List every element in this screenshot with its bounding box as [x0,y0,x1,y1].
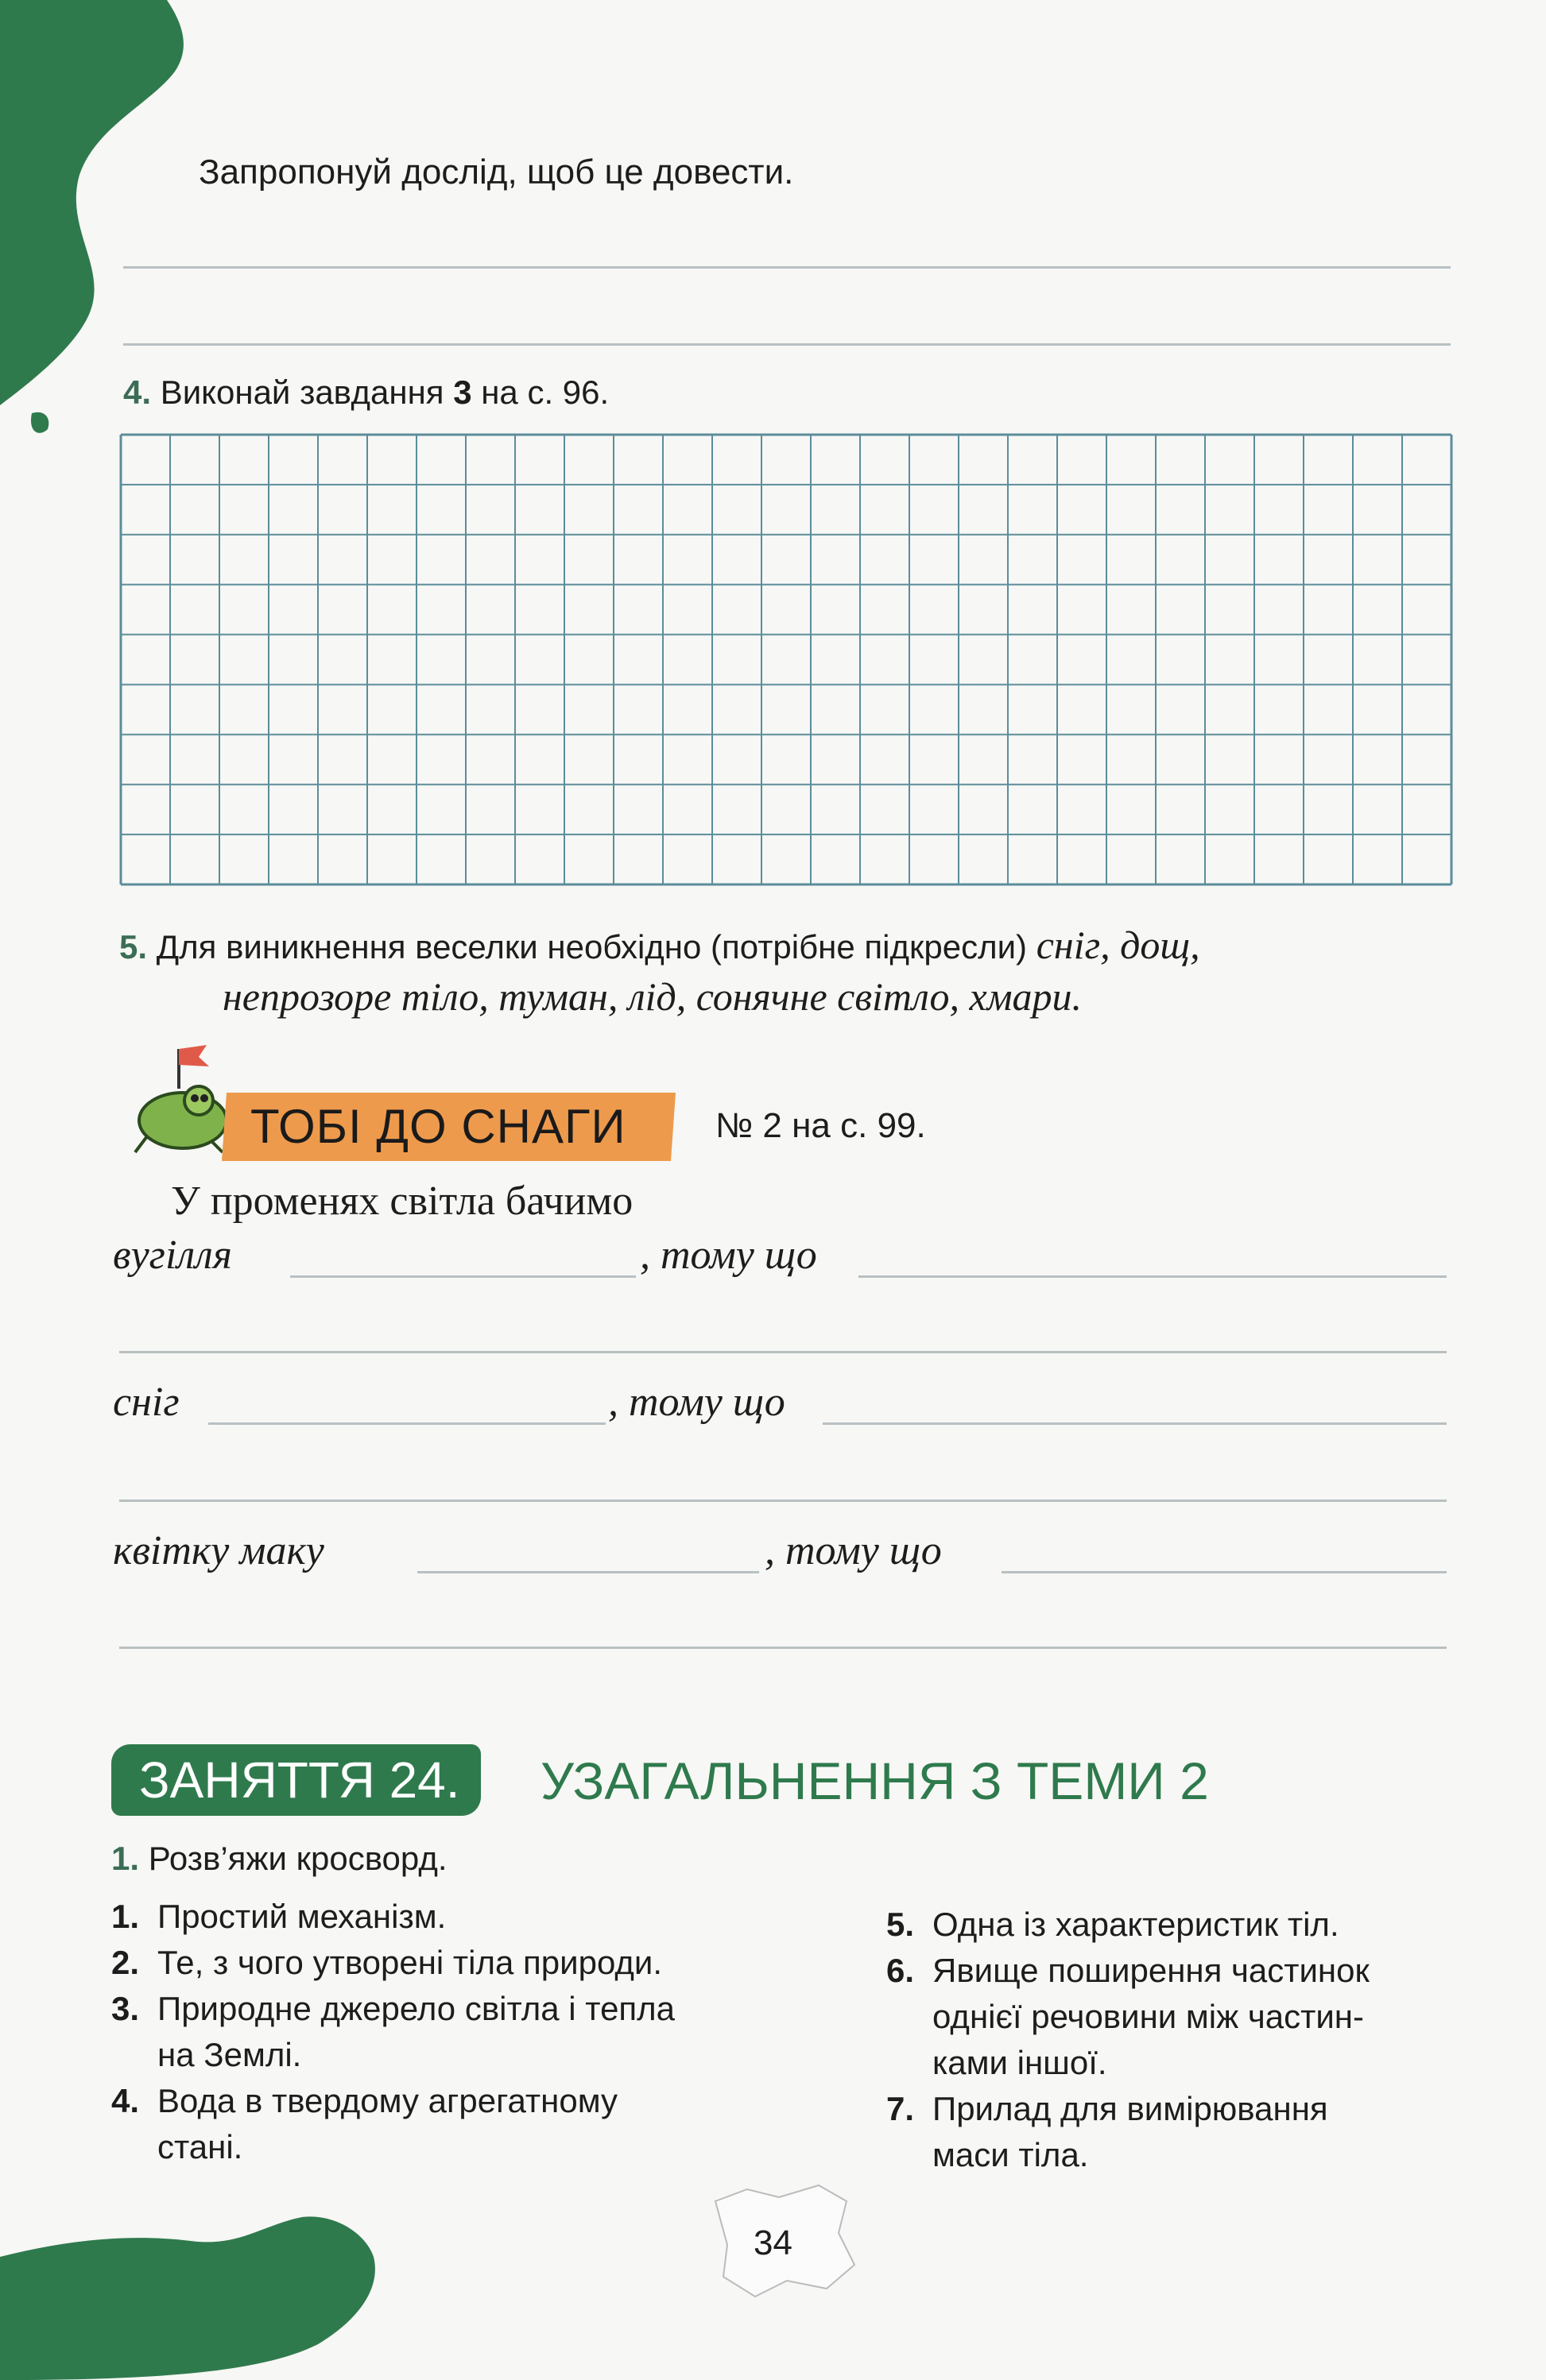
answer-line[interactable] [123,266,1451,269]
banner-label: ТОБІ ДО СНАГИ [250,1100,626,1153]
task-4 [123,373,609,412]
clue-number: 1. [111,1898,140,1935]
answer-line[interactable] [858,1275,1447,1278]
clue-text: Прилад для вимірювання маси тіла. [932,2090,1328,2173]
green-blob-bottom-left [0,2209,413,2380]
task-bold: 3 [453,373,472,411]
answer-line[interactable] [290,1275,636,1278]
clue-item [111,1986,827,2078]
clue-number: 2. [111,1944,140,1981]
rays-item-word: вугілля [113,1233,232,1278]
clue-text: Одна із характеристик тіл. [932,1906,1339,1943]
intro-text: Запропонуй дослід, щоб це довести. [199,153,794,192]
because-text: , тому що [608,1380,785,1425]
answer-line[interactable] [123,343,1451,346]
task-5 [119,922,1200,968]
clue-item [886,2086,1459,2178]
answer-grid[interactable] [119,433,1453,886]
clue-text: Явище поширення частинок однієї речовини між частин- ками іншої. [932,1952,1370,2081]
page-number: 34 [754,2223,792,2262]
clue-text: Простий механізм. [157,1898,447,1935]
clue-item [111,1894,827,1940]
answer-line[interactable] [208,1422,606,1425]
because-text: , тому що [640,1233,817,1278]
clue-text: Вода в твердому агрегатному стані. [157,2082,618,2165]
rays-item-word: сніг [113,1380,180,1425]
rays-item-word: квітку маку [113,1528,324,1573]
answer-line[interactable] [417,1571,759,1573]
task-number: 1. [111,1840,140,1877]
task-text: Виконай завдання [160,373,454,411]
answer-line[interactable] [119,1500,1447,1502]
clues-right [886,1902,1459,2178]
clue-number: 5. [886,1906,915,1943]
clue-item [111,1940,827,1986]
task-text-post: на с. 96. [471,373,610,411]
task-number: 5. [119,928,148,966]
options-line-2[interactable]: непрозоре тіло, туман, лід, сонячне світло, хмари. [223,974,1083,1019]
clue-item [886,1902,1459,1948]
rays-heading: У променях світла бачимо [171,1178,634,1224]
task-text: Розв’яжи кросворд. [148,1840,448,1877]
options-line-1[interactable]: сніг, дощ, [1036,923,1200,967]
answer-line[interactable] [119,1351,1447,1353]
lesson-title: УЗАГАЛЬНЕННЯ З ТЕМИ 2 [541,1751,1209,1810]
clue-number: 7. [886,2090,915,2127]
answer-line[interactable] [1002,1571,1447,1573]
clue-text: Те, з чого утворені тіла природи. [157,1944,663,1981]
because-text: , тому що [765,1528,942,1573]
clue-number: 4. [111,2082,140,2119]
clue-item [111,2078,827,2170]
clues-left [111,1894,827,2170]
lesson-badge: ЗАНЯТТЯ 24. [139,1751,460,1809]
task-number: 4. [123,373,152,411]
clue-number: 6. [886,1952,915,1989]
task-text: Для виникнення веселки необхідно (потрібне підкресли) [156,928,1028,966]
answer-line[interactable] [119,1647,1447,1649]
task-1 [111,1840,448,1878]
clue-text: Природне джерело світла і тепла на Землі. [157,1990,676,2073]
clue-item [886,1948,1459,2086]
clue-number: 3. [111,1990,140,2027]
answer-line[interactable] [823,1422,1447,1425]
banner-reference: № 2 на с. 99. [715,1106,926,1145]
